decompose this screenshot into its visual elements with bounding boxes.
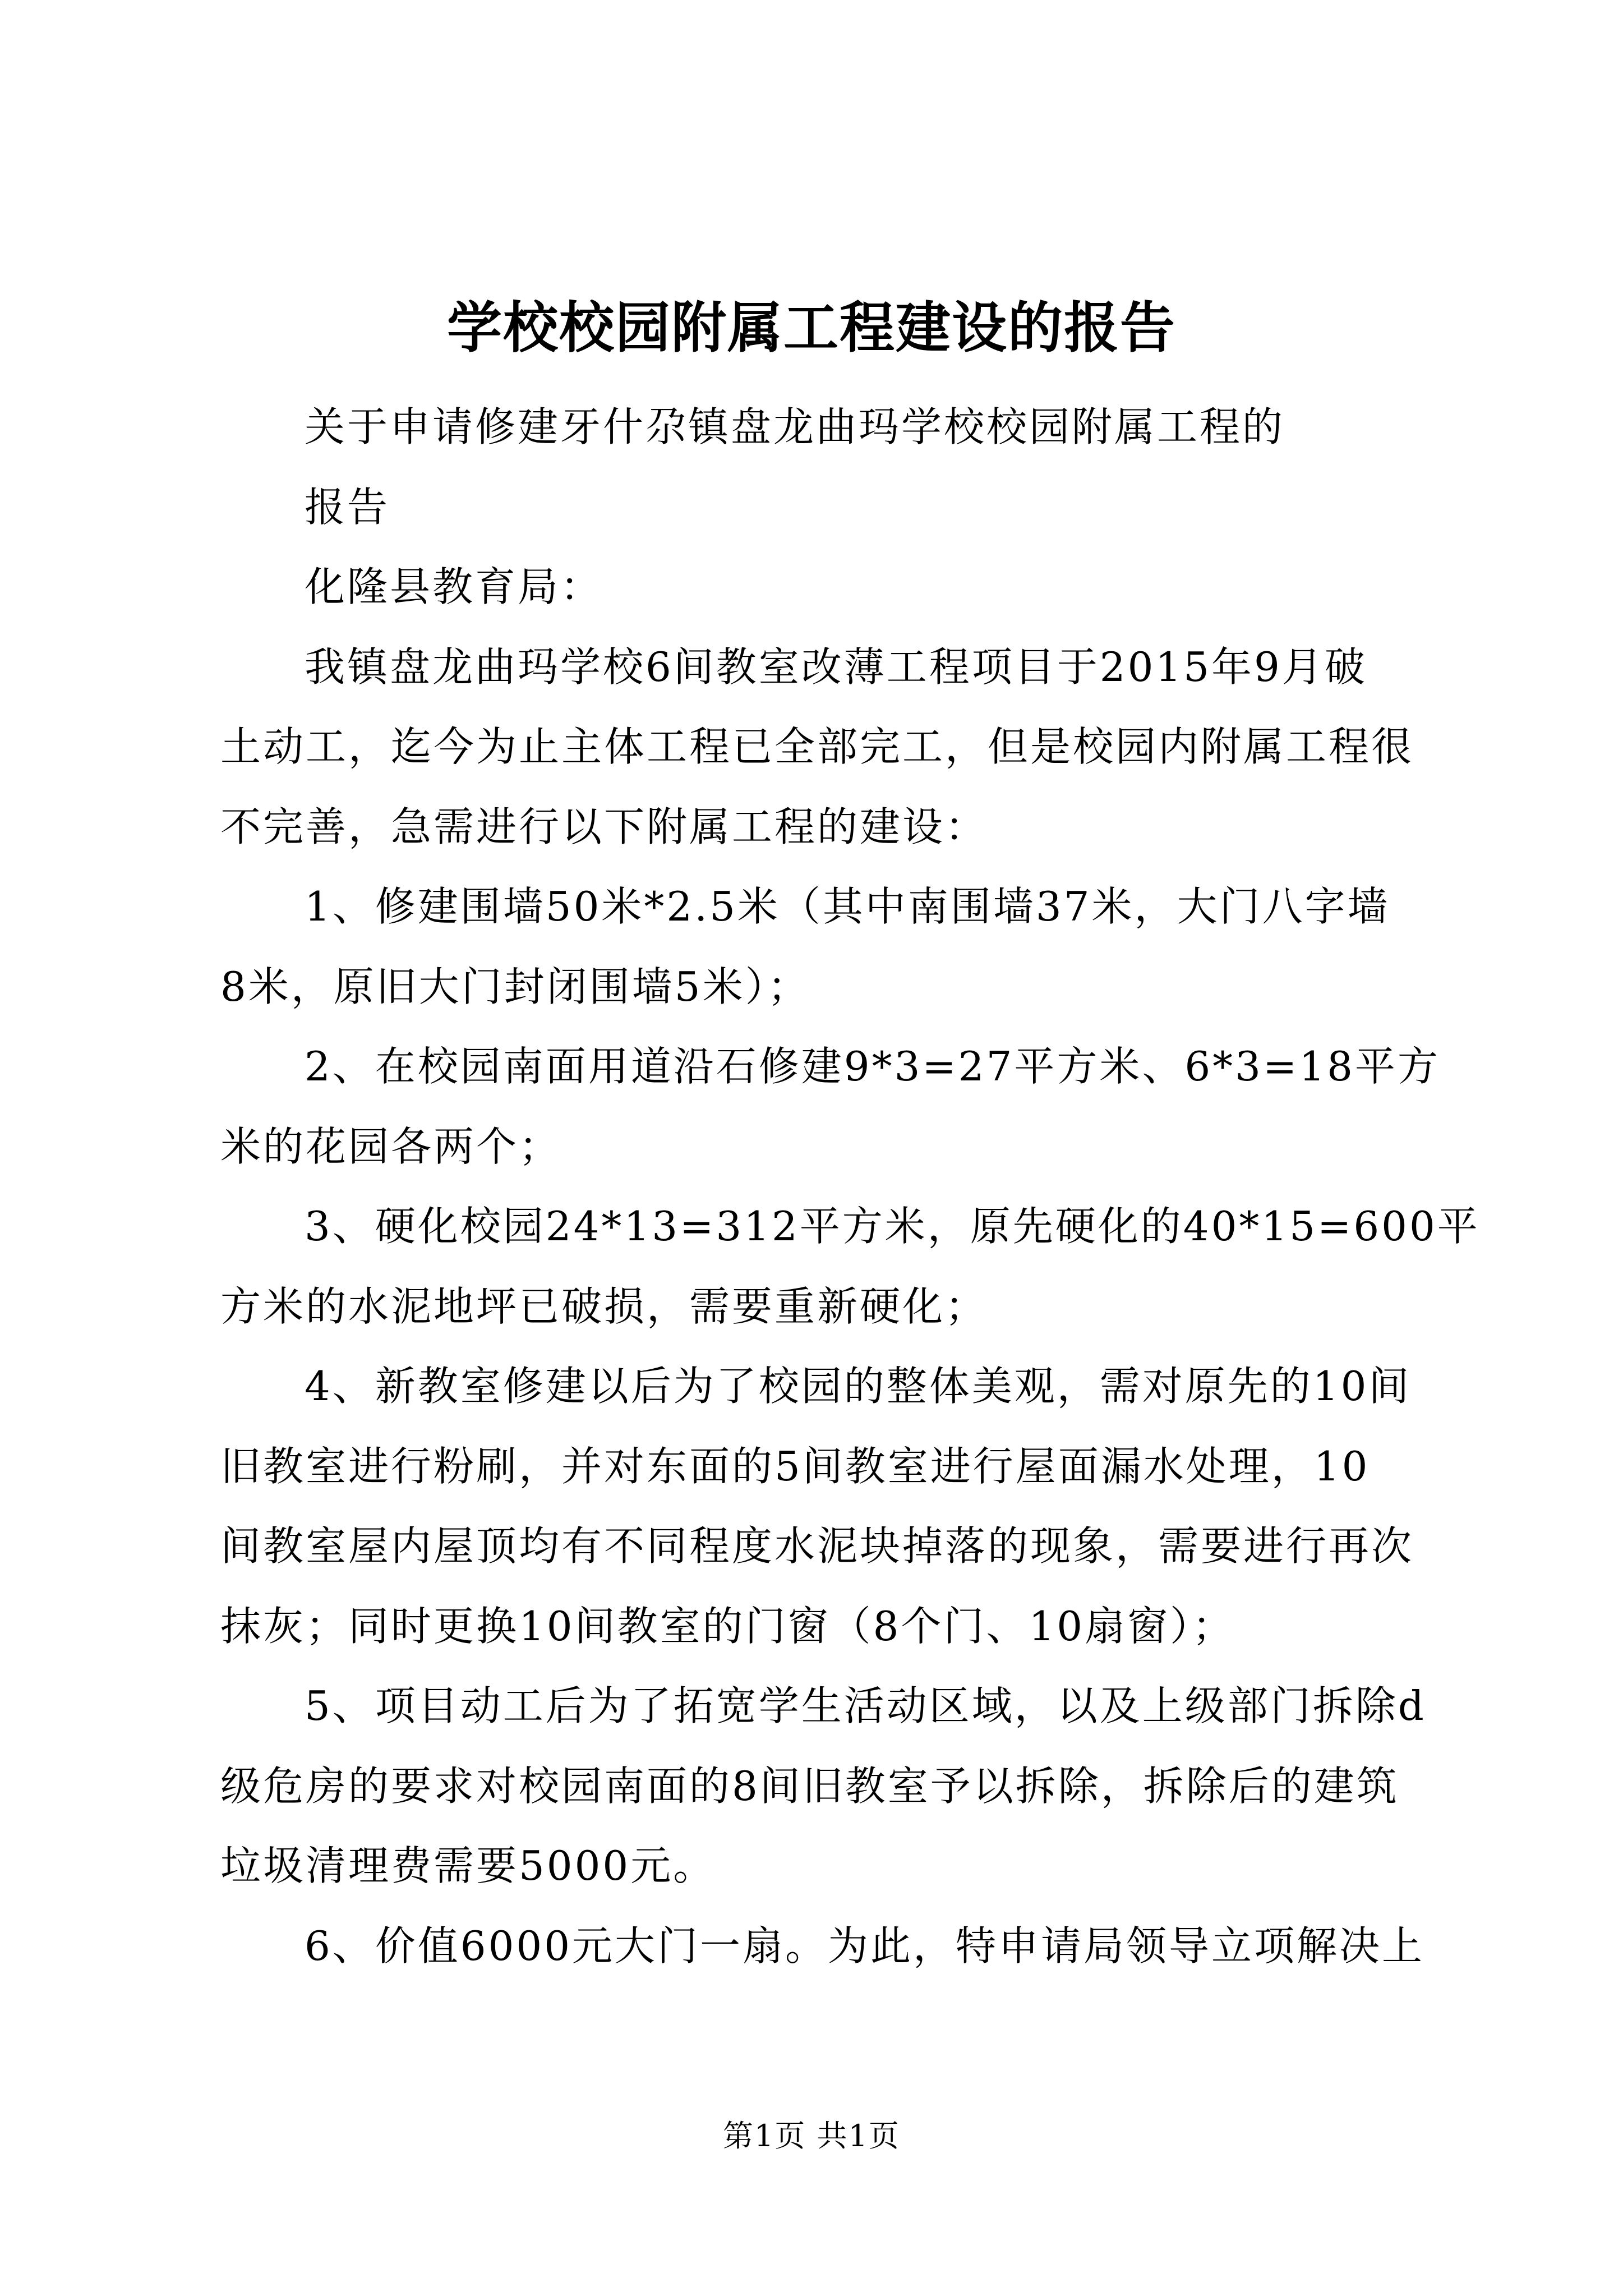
body-line: 米的花园各两个；: [220, 1122, 562, 1170]
body-line: 报告: [305, 483, 390, 531]
body-line: 旧教室进行粉刷，并对东面的5间教室进行屋面漏水处理，10: [220, 1442, 1370, 1490]
body-line: 我镇盘龙曲玛学校6间教室改薄工程项目于2015年9月破: [305, 643, 1367, 691]
page-footer: 第1页 共1页: [723, 2118, 900, 2154]
body-line: 1、修建围墙50米*2.5米（其中南围墙37米，大门八字墙: [305, 883, 1390, 930]
body-line: 级危房的要求对校园南面的8间旧教室予以拆除，拆除后的建筑: [220, 1762, 1399, 1810]
body-line: 6、价值6000元大门一扇。为此，特申请局领导立项解决上: [305, 1922, 1425, 1970]
body-line: 4、新教室修建以后为了校园的整体美观，需对原先的10间: [305, 1363, 1412, 1410]
body-line: 抹灰；同时更换10间教室的门窗（8个门、10扇窗）；: [220, 1602, 1235, 1650]
body-line: 方米的水泥地坪已破损，需要重新硬化；: [220, 1282, 988, 1330]
document-title: 学校校园附属工程建设的报告: [446, 296, 1176, 360]
body-line: 3、硬化校园24*13=312平方米，原先硬化的40*15=600平: [305, 1203, 1480, 1250]
body-line: 间教室屋内屋顶均有不同程度水泥块掉落的现象，需要进行再次: [220, 1522, 1414, 1570]
body-line: 关于申请修建牙什尕镇盘龙曲玛学校校园附属工程的: [305, 403, 1285, 450]
body-line: 2、在校园南面用道沿石修建9*3=27平方米、6*3=18平方: [305, 1043, 1440, 1090]
body-line: 8米，原旧大门封闭围墙5米）；: [220, 963, 810, 1010]
document-body: [220, 387, 1480, 1986]
body-line: 不完善，急需进行以下附属工程的建设：: [220, 803, 988, 850]
body-line: 化隆县教育局：: [305, 563, 603, 610]
body-line: 5、项目动工后为了拓宽学生活动区域，以及上级部门拆除d: [305, 1682, 1426, 1729]
body-line: 土动工，迄今为止主体工程已全部完工，但是校园内附属工程很: [220, 723, 1414, 770]
body-line: 垃圾清理费需要5000元。: [220, 1842, 716, 1889]
